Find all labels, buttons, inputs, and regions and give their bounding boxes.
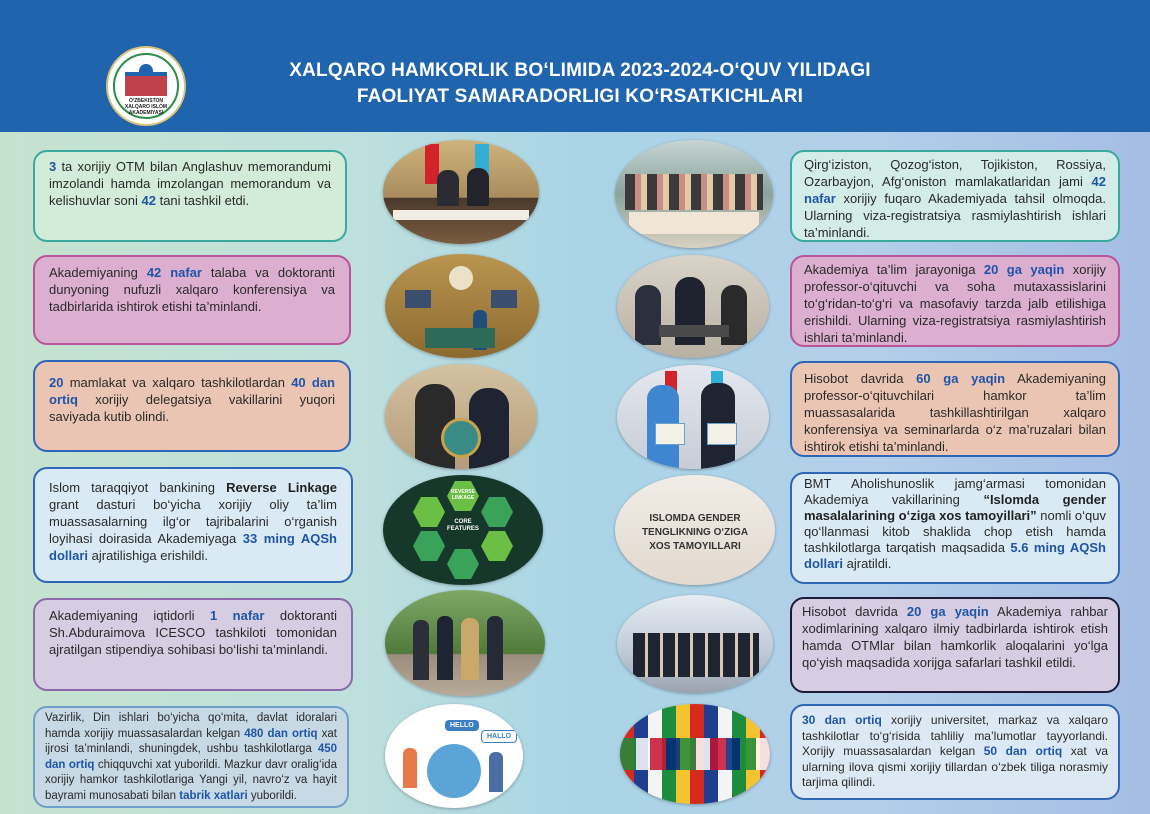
highlighted-text: 5.6 ming AQSh dollari xyxy=(804,540,1107,571)
core-features-label: CORE FEATURES xyxy=(447,519,479,532)
person-silhouette xyxy=(487,616,503,680)
body-text: Hisobot davrida xyxy=(802,604,907,619)
right-box-2 xyxy=(790,255,1120,347)
highlighted-text: 1 nafar xyxy=(209,608,265,623)
body-text: xorijiy universitet, markaz va xalqaro tashkilotlar to‘g‘risida tahliliy ma’lumotlar tayyorlandi. Xorijiy muassasalardan kelgan xyxy=(802,713,1108,758)
person-silhouette xyxy=(467,168,489,206)
body-text: ajratilishiga erishildi. xyxy=(88,548,208,563)
certificate xyxy=(707,423,737,445)
body-text: grant dasturi bo‘yicha xorijiy oliy ta’lim muassasalarning ilg‘or tajribalarini o‘rganish loyihasi doirasida Akademiyaga xyxy=(49,497,337,546)
body-text: xorijiy professor-o‘qituvchi va soha mutaxassislarini to‘g‘ridan-to‘g‘ri va masofaviy tarzda jalb etilishiga erishildi. Ularning viza-registratsiya rasmiylashtirish ishlari ta’minlandi. xyxy=(804,262,1106,345)
header-banner xyxy=(0,0,1150,132)
photo-lecture-room xyxy=(617,255,769,358)
body-text: Akademiyaning professor-o‘qituvchilari hamkor ta’lim muassasalarida tashkillashtirilgan xalqaro konferensiya va seminarlarda o‘z ma’ruzalari bilan ishtirok etishi ta’minlandi. xyxy=(804,371,1106,454)
person-silhouette xyxy=(489,752,503,792)
title-line-1: XALQARO HAMKORLIK BO‘LIMIDA 2023-2024-O‘QUV YILIDAGI xyxy=(289,60,871,81)
person-silhouette xyxy=(461,618,479,680)
body-text: ajratildi. xyxy=(843,556,892,571)
person-silhouette xyxy=(413,620,429,680)
body-text: talaba va doktoranti dunyoning nufuzli xalqaro konferensiya va tadbirlarida ishtirok etishi ta’minlandi. xyxy=(49,265,335,314)
body-text: BMT Aholishunoslik jamg‘armasi tomonidan Akademiya vakillarining xyxy=(804,476,1106,507)
screen xyxy=(405,290,431,308)
highlighted-text: 42 xyxy=(141,193,156,208)
highlighted-text: 60 ga yaqin xyxy=(916,371,1006,386)
screen xyxy=(491,290,517,308)
right-box-1 xyxy=(790,150,1120,242)
body-text: Akademiya rahbar xodimlarining xalqaro ilmiy tadbirlarda ishtirok etish hamda OTMlar bilan hamkorlik aloqalarini yo‘lga qo‘yish maqsadida xorijga safarlari tashkil etildi. xyxy=(802,604,1108,670)
flags-row xyxy=(620,738,770,770)
title-line-2: FAOLIYAT SAMARADORLIGI KO‘RSATKICHLARI xyxy=(356,86,804,107)
hexagon-icon xyxy=(447,549,479,579)
body-text: xat ijrosi ta’minlandi, shuningdek, ushbu tashkilotlarga xyxy=(45,727,337,756)
highlighted-text: 450 dan ortiq xyxy=(45,743,337,771)
laptop xyxy=(659,325,729,337)
highlighted-text: 50 dan ortiq xyxy=(983,744,1063,758)
gift-plate xyxy=(441,418,481,458)
body-text: mamlakat va xalqaro tashkilotlardan xyxy=(63,375,292,390)
table xyxy=(629,212,759,234)
body-text: Akademiyaning xyxy=(49,265,147,280)
left-box-2 xyxy=(33,255,351,345)
photo-students-group xyxy=(615,140,773,248)
body-text: nomli o‘quv qo‘llanmasi kitob shaklida chop etish hamda tashkilotlarga tarqatish maqsadida xyxy=(804,508,1107,555)
body-text: xorijiy fuqaro Akademiyada tahsil olmoqda. Ularning viza-registratsiya rasmiylashtirish ishlari ta’minlandi. xyxy=(804,191,1106,240)
book-title-line-1: ISLOMDA GENDER xyxy=(649,513,741,524)
body-text: tani tashkil etdi. xyxy=(155,193,250,208)
body-text: Islom taraqqiyot bankining xyxy=(49,480,227,495)
globe-icon xyxy=(427,744,481,798)
highlighted-text: 20 ga yaqin xyxy=(983,262,1065,277)
un-emblem-icon xyxy=(449,266,473,290)
highlighted-text: 30 dan ortiq xyxy=(802,713,882,727)
photo-gender-book xyxy=(615,475,775,585)
book-title-line-2: TENGLIKNING O‘ZIGA xyxy=(641,527,749,538)
left-box-4 xyxy=(33,467,353,583)
crowd xyxy=(625,174,763,210)
person-silhouette xyxy=(635,285,661,345)
right-box-6 xyxy=(790,704,1120,800)
page-title xyxy=(230,58,930,110)
left-box-3 xyxy=(33,360,351,452)
body-text: xat va ularning ilova qismi xorijiy tillardan o‘zbek tiliga norasmiy tarjima qilindi. xyxy=(802,744,1108,789)
photo-delegation-gift xyxy=(385,364,537,469)
hexagon-icon xyxy=(413,531,445,561)
logo-building-icon xyxy=(125,72,167,96)
highlighted-text: 20 xyxy=(49,375,64,390)
body-text: ta xorijiy OTM bilan Anglashuv memorandumi imzolandi hamda imzolangan memorandum va kelishuvlar soni xyxy=(49,159,331,208)
left-box-6 xyxy=(33,706,349,808)
highlighted-text: 20 ga yaqin xyxy=(906,604,989,619)
photo-world-flags xyxy=(620,704,770,804)
highlighted-text: 3 xyxy=(49,159,57,174)
crowd xyxy=(633,633,759,677)
table xyxy=(393,210,529,220)
photo-delegation-trip xyxy=(617,595,773,693)
highlighted-text: 40 dan ortiq xyxy=(49,375,335,407)
left-box-5 xyxy=(33,598,353,691)
body-text: xorijiy delegatsiya vakillarini yuqori saviyada kutib olindi. xyxy=(49,392,335,424)
highlighted-text: tabrik xatlari xyxy=(179,789,248,802)
body-text: yuborildi. xyxy=(247,789,297,802)
hello-bubble: HELLO xyxy=(445,720,479,731)
highlighted-text: 42 nafar xyxy=(146,265,202,280)
hexagon-icon xyxy=(413,497,445,527)
person-silhouette xyxy=(403,748,417,788)
person-silhouette xyxy=(437,616,453,680)
right-box-4 xyxy=(790,472,1120,584)
body-text: Akademiya ta’lim jarayoniga xyxy=(804,262,984,277)
highlighted-text: Reverse Linkage xyxy=(226,480,337,495)
left-box-1 xyxy=(33,150,347,242)
highlighted-text: 33 ming AQSh dollari xyxy=(49,531,337,563)
photo-core-features xyxy=(383,475,543,585)
photo-certificates xyxy=(617,365,769,469)
highlighted-text: “Islomda gender masalalarining o‘ziga xos tamoyillari” xyxy=(804,492,1107,523)
right-box-3 xyxy=(790,361,1120,457)
body-text: Akademiyaning iqtidorli xyxy=(49,608,210,623)
right-box-5 xyxy=(790,597,1120,693)
logo-text: O‘ZBEKISTON XALQARO ISLOM AKADEMIYASI xyxy=(124,98,168,116)
certificate xyxy=(655,423,685,445)
photo-group-outdoor xyxy=(385,590,545,696)
photo-un-assembly xyxy=(385,254,539,358)
highlighted-text: 480 dan ortiq xyxy=(244,727,318,740)
highlighted-text: 42 nafar xyxy=(804,174,1106,206)
hexagon-icon xyxy=(481,497,513,527)
photo-hello-world xyxy=(385,704,523,808)
photo-signing-ceremony xyxy=(383,140,539,244)
hexagon-icon xyxy=(481,531,513,561)
podium xyxy=(425,328,495,348)
person-silhouette xyxy=(437,170,459,206)
academy-logo xyxy=(106,46,186,126)
body-text: Hisobot davrida xyxy=(804,371,917,386)
book-title-line-3: XOS TAMOYILLARI xyxy=(649,541,741,552)
body-text: Qirg‘iziston, Qozog‘iston, Tojikiston, Rossiya, Ozarbayjon, Afg‘oniston mamlakatlaridan jami xyxy=(804,157,1106,189)
hallo-bubble: HALLO xyxy=(481,730,517,743)
body-text: chiqquvchi xat yuborildi. Mazkur davr oralig‘ida xorijiy hamkor tashkilotlariga Yangi yil, navro‘z va hayit bayrami munosabati bilan xyxy=(45,758,337,802)
reverse-linkage-label: REVERSE LINKAGE xyxy=(451,489,475,501)
body-text: Vazirlik, Din ishlari bo‘yicha qo‘mita, davlat idoralari hamda xorijiy muassasalardan kelgan xyxy=(45,712,337,740)
body-text: doktoranti Sh.Abduraimova ICESCO tashkiloti tomonidan ajratilgan stipendiya sohibasi bo‘lishi ta’minlandi. xyxy=(49,608,338,657)
